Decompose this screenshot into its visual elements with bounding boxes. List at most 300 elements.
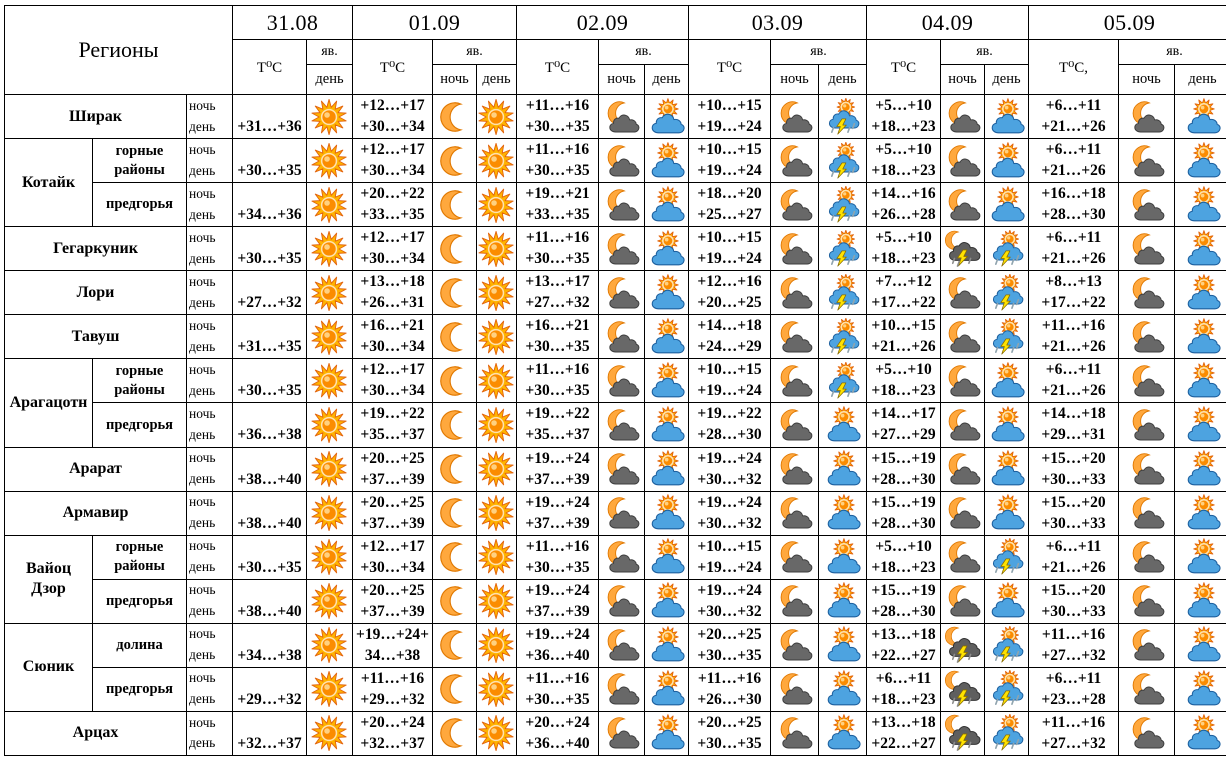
sun-cloud-icon — [1183, 582, 1223, 620]
sun-cloud-icon — [823, 714, 863, 752]
phenomena-header: яв. — [307, 40, 353, 65]
moon-cloud-icon — [943, 274, 983, 312]
moon-cloud-icon — [775, 142, 815, 180]
moon-icon — [435, 670, 475, 708]
sun-cloud-icon — [647, 98, 687, 136]
night-temp: +20…+25 — [697, 625, 762, 643]
sun-cloud-icon — [647, 362, 687, 400]
moon-icon — [435, 230, 475, 268]
night-phenomena-cell — [599, 579, 645, 623]
moon-cloud-icon — [775, 406, 815, 444]
moon-cloud-icon — [775, 670, 815, 708]
day-temp: +22…+27 — [871, 646, 936, 664]
temperature-cell — [517, 623, 599, 667]
day-temp: +30…+34 — [360, 162, 425, 180]
sun-cloud-icon — [987, 582, 1027, 620]
night-label: ночь — [189, 582, 216, 598]
day-phenomena-cell — [985, 403, 1029, 447]
day-phenomena-cell — [1175, 183, 1226, 227]
day-temp: +24…+29 — [697, 338, 762, 356]
day-phenomena-cell — [307, 447, 353, 491]
night-phenomena-cell — [1119, 183, 1175, 227]
temperature-cell — [233, 271, 307, 315]
sun-icon — [477, 142, 517, 180]
night-temp: +19…+24 — [697, 449, 762, 467]
night-temp — [233, 404, 306, 425]
subregion-name: предгорья — [93, 667, 187, 711]
regions-header: Регионы — [5, 6, 233, 95]
temperature-cell — [517, 711, 599, 755]
moon-cloud-icon — [775, 186, 815, 224]
temperature-cell — [867, 491, 941, 535]
day-phenomena-cell — [477, 447, 517, 491]
day-phenomena-cell — [985, 447, 1029, 491]
sun-cloud-icon — [987, 450, 1027, 488]
moon-cloud-icon — [775, 582, 815, 620]
night-day-labels — [187, 139, 233, 183]
subregion-name: горные районы — [93, 359, 187, 403]
night-day-labels — [187, 491, 233, 535]
sun-icon — [477, 626, 517, 664]
thunderstorm-night-icon — [943, 714, 983, 752]
night-phenomena-cell — [1119, 227, 1175, 271]
night-temp: +5…+10 — [875, 229, 932, 247]
day-header: день — [1175, 65, 1226, 95]
moon-cloud-icon — [943, 406, 983, 444]
day-temp: +21…+26 — [871, 338, 936, 356]
night-header: ночь — [941, 65, 985, 95]
day-label: день — [189, 603, 216, 619]
day-phenomena-cell — [985, 491, 1029, 535]
temperature-cell — [233, 491, 307, 535]
night-phenomena-cell — [1119, 711, 1175, 755]
night-temp: +10…+15 — [697, 361, 762, 379]
temperature-cell — [517, 667, 599, 711]
moon-cloud-icon — [943, 362, 983, 400]
night-phenomena-cell — [433, 403, 477, 447]
sun-cloud-icon — [647, 538, 687, 576]
night-phenomena-cell — [1119, 579, 1175, 623]
sun-icon — [477, 450, 517, 488]
night-temp: +12…+17 — [360, 537, 425, 555]
moon-icon — [435, 714, 475, 752]
night-temp: +14…+18 — [1041, 405, 1106, 423]
day-temp: +18…+23 — [871, 162, 936, 180]
night-phenomena-cell — [599, 95, 645, 139]
day-phenomena-cell — [1175, 139, 1226, 183]
night-phenomena-cell — [771, 447, 819, 491]
sun-cloud-icon — [823, 406, 863, 444]
night-temp: +18…+20 — [697, 185, 762, 203]
night-temp: +10…+15 — [697, 229, 762, 247]
sun-cloud-icon — [987, 494, 1027, 532]
night-phenomena-cell — [941, 711, 985, 755]
temperature-cell — [689, 227, 771, 271]
day-temp: +30…+35 — [237, 250, 302, 268]
region-row — [5, 447, 1226, 491]
day-label: день — [189, 647, 216, 663]
night-temp: +12…+17 — [360, 361, 425, 379]
day-temp: +30…+35 — [525, 162, 590, 180]
day-label: день — [189, 162, 216, 178]
night-label: ночь — [189, 141, 216, 157]
temperature-cell — [689, 535, 771, 579]
night-temp: +19…+24 — [525, 581, 590, 599]
sun-icon — [310, 626, 350, 664]
moon-cloud-icon — [775, 626, 815, 664]
moon-cloud-icon — [775, 494, 815, 532]
day-label: день — [189, 735, 216, 751]
day-phenomena-cell — [819, 711, 867, 755]
night-phenomena-cell — [771, 491, 819, 535]
night-temp: +11…+16 — [525, 97, 590, 115]
moon-cloud-icon — [602, 186, 642, 224]
temperature-cell — [353, 447, 433, 491]
thunderstorm-day-icon — [987, 274, 1027, 312]
night-temp: +13…+18 — [871, 713, 936, 731]
night-temp: +6…+11 — [1045, 361, 1102, 379]
sun-icon — [477, 186, 517, 224]
thunderstorm-day-icon — [987, 714, 1027, 752]
region-name: Арагацотн — [5, 359, 93, 447]
day-phenomena-cell — [645, 227, 689, 271]
night-phenomena-cell — [433, 139, 477, 183]
moon-cloud-icon — [1127, 98, 1167, 136]
night-temp — [233, 140, 306, 161]
thunderstorm-day-icon — [987, 230, 1027, 268]
night-phenomena-cell — [1119, 491, 1175, 535]
day-phenomena-cell — [1175, 271, 1226, 315]
night-temp — [233, 272, 306, 293]
region-row — [5, 359, 1226, 403]
night-phenomena-cell — [433, 623, 477, 667]
day-temp: +30…+32 — [697, 470, 762, 488]
day-temp: +30…+35 — [525, 118, 590, 136]
day-temp: +37…+39 — [525, 470, 590, 488]
day-phenomena-cell — [985, 95, 1029, 139]
night-temp: +20…+24 — [360, 713, 425, 731]
day-phenomena-cell — [819, 183, 867, 227]
sun-cloud-icon — [1183, 670, 1223, 708]
temperature-cell — [517, 535, 599, 579]
thunderstorm-day-icon — [823, 318, 863, 356]
temperature-cell — [517, 403, 599, 447]
sun-icon — [477, 98, 517, 136]
sun-icon — [310, 274, 350, 312]
night-temp: +6…+11 — [875, 669, 932, 687]
night-phenomena-cell — [433, 315, 477, 359]
night-phenomena-cell — [1119, 667, 1175, 711]
day-temp: +29…+32 — [237, 690, 302, 708]
day-temp: +30…+35 — [525, 382, 590, 400]
thunderstorm-day-icon — [823, 142, 863, 180]
night-day-labels — [187, 623, 233, 667]
night-day-labels — [187, 227, 233, 271]
night-phenomena-cell — [941, 139, 985, 183]
day-phenomena-cell — [307, 491, 353, 535]
sun-cloud-icon — [987, 98, 1027, 136]
sun-cloud-icon — [647, 450, 687, 488]
day-temp: +18…+23 — [871, 690, 936, 708]
night-temp: +11…+16 — [525, 229, 590, 247]
day-temp: +37…+39 — [525, 514, 590, 532]
temp-header: T⁰C — [867, 40, 941, 95]
sun-cloud-icon — [647, 406, 687, 444]
temperature-cell — [867, 315, 941, 359]
day-temp: +38…+40 — [237, 470, 302, 488]
region-row — [5, 711, 1226, 755]
thunderstorm-day-icon — [823, 98, 863, 136]
day-temp: +37…+39 — [525, 602, 590, 620]
night-temp: +19…+24 — [525, 493, 590, 511]
moon-icon — [435, 318, 475, 356]
night-phenomena-cell — [599, 711, 645, 755]
night-phenomena-cell — [599, 359, 645, 403]
day-temp: +18…+23 — [871, 382, 936, 400]
sun-cloud-icon — [647, 274, 687, 312]
subregion-name: долина — [93, 623, 187, 667]
sun-icon — [310, 406, 350, 444]
day-phenomena-cell — [645, 403, 689, 447]
day-phenomena-cell — [477, 227, 517, 271]
day-phenomena-cell — [1175, 667, 1226, 711]
day-phenomena-cell — [819, 579, 867, 623]
temperature-cell — [353, 579, 433, 623]
night-phenomena-cell — [941, 227, 985, 271]
region-name: Гегаркуник — [5, 227, 187, 271]
night-temp: +19…+21 — [525, 185, 590, 203]
day-temp: +33…+35 — [360, 206, 425, 224]
temperature-cell — [1029, 139, 1119, 183]
temperature-cell — [689, 579, 771, 623]
sun-icon — [310, 318, 350, 356]
day-phenomena-cell — [477, 183, 517, 227]
temperature-cell — [1029, 271, 1119, 315]
day-phenomena-cell — [985, 579, 1029, 623]
moon-cloud-icon — [602, 714, 642, 752]
day-phenomena-cell — [1175, 491, 1226, 535]
day-temp: +17…+22 — [1041, 294, 1106, 312]
temperature-cell — [867, 359, 941, 403]
day-phenomena-cell — [645, 491, 689, 535]
forecast-table — [4, 5, 1226, 756]
moon-cloud-icon — [775, 450, 815, 488]
sun-cloud-icon — [1183, 230, 1223, 268]
sun-icon — [310, 538, 350, 576]
day-temp: +28…+30 — [697, 426, 762, 444]
sun-cloud-icon — [823, 494, 863, 532]
moon-cloud-icon — [943, 142, 983, 180]
temperature-cell — [233, 623, 307, 667]
night-phenomena-cell — [599, 667, 645, 711]
night-phenomena-cell — [771, 227, 819, 271]
night-day-labels — [187, 315, 233, 359]
temperature-cell — [233, 403, 307, 447]
night-temp: +12…+17 — [360, 97, 425, 115]
night-phenomena-cell — [599, 623, 645, 667]
sun-icon — [310, 670, 350, 708]
sun-icon — [310, 142, 350, 180]
day-temp: +36…+40 — [525, 646, 590, 664]
day-phenomena-cell — [985, 271, 1029, 315]
day-phenomena-cell — [819, 535, 867, 579]
temperature-cell — [689, 139, 771, 183]
day-phenomena-cell — [819, 139, 867, 183]
day-temp: +18…+23 — [871, 250, 936, 268]
moon-icon — [435, 186, 475, 224]
day-temp: +27…+29 — [871, 426, 936, 444]
moon-icon — [435, 98, 475, 136]
temperature-cell — [689, 491, 771, 535]
day-temp: +18…+23 — [871, 118, 936, 136]
night-phenomena-cell — [941, 95, 985, 139]
temperature-cell — [517, 183, 599, 227]
night-temp: +16…+21 — [525, 317, 590, 335]
day-phenomena-cell — [1175, 579, 1226, 623]
temperature-cell — [1029, 447, 1119, 491]
sun-cloud-icon — [1183, 626, 1223, 664]
sun-cloud-icon — [1183, 142, 1223, 180]
day-phenomena-cell — [477, 535, 517, 579]
sun-cloud-icon — [1183, 406, 1223, 444]
night-header: ночь — [433, 65, 477, 95]
day-temp: +38…+40 — [237, 602, 302, 620]
day-temp: +27…+32 — [237, 294, 302, 312]
day-temp: +26…+31 — [360, 294, 425, 312]
day-phenomena-cell — [307, 535, 353, 579]
day-phenomena-cell — [307, 667, 353, 711]
temp-header: T⁰C — [689, 40, 771, 95]
temperature-cell — [517, 579, 599, 623]
night-temp: +19…+24 — [525, 625, 590, 643]
sun-cloud-icon — [1183, 714, 1223, 752]
day-phenomena-cell — [985, 315, 1029, 359]
day-phenomena-cell — [645, 271, 689, 315]
night-phenomena-cell — [599, 403, 645, 447]
day-temp: +27…+32 — [1041, 734, 1106, 752]
temperature-cell — [867, 623, 941, 667]
day-phenomena-cell — [1175, 711, 1226, 755]
day-temp: +36…+40 — [525, 734, 590, 752]
region-name: Вайоц Дзор — [5, 535, 93, 623]
night-phenomena-cell — [599, 183, 645, 227]
night-temp: +5…+10 — [875, 97, 932, 115]
day-temp: +30…+34 — [360, 250, 425, 268]
day-temp: +21…+26 — [1041, 162, 1106, 180]
night-temp: +11…+16 — [697, 669, 762, 687]
day-temp: +30…+35 — [525, 250, 590, 268]
temperature-cell — [233, 95, 307, 139]
moon-cloud-icon — [1127, 406, 1167, 444]
day-phenomena-cell — [985, 667, 1029, 711]
moon-icon — [435, 362, 475, 400]
night-label: ночь — [189, 97, 216, 113]
sun-icon — [477, 230, 517, 268]
day-phenomena-cell — [307, 623, 353, 667]
night-phenomena-cell — [433, 535, 477, 579]
moon-cloud-icon — [943, 450, 983, 488]
moon-cloud-icon — [775, 362, 815, 400]
moon-cloud-icon — [1127, 186, 1167, 224]
night-day-labels — [187, 271, 233, 315]
day-label: день — [189, 250, 216, 266]
night-phenomena-cell — [599, 139, 645, 183]
night-temp: +20…+22 — [360, 185, 425, 203]
sun-cloud-icon — [647, 626, 687, 664]
header-row-dates — [5, 6, 1226, 40]
night-temp: +20…+25 — [360, 493, 425, 511]
temperature-cell — [1029, 623, 1119, 667]
night-phenomena-cell — [599, 447, 645, 491]
day-phenomena-cell — [1175, 447, 1226, 491]
night-phenomena-cell — [433, 359, 477, 403]
day-temp: +30…+35 — [697, 646, 762, 664]
temp-header: T⁰C — [517, 40, 599, 95]
temperature-cell — [233, 535, 307, 579]
temperature-cell — [689, 667, 771, 711]
day-temp: +21…+26 — [1041, 558, 1106, 576]
night-day-labels — [187, 403, 233, 447]
sun-cloud-icon — [647, 230, 687, 268]
sun-icon — [477, 362, 517, 400]
phenomena-header: яв. — [771, 40, 867, 65]
sun-icon — [310, 582, 350, 620]
region-row — [5, 579, 1226, 623]
day-temp: +27…+32 — [1041, 646, 1106, 664]
sun-cloud-icon — [1183, 274, 1223, 312]
day-phenomena-cell — [645, 139, 689, 183]
night-phenomena-cell — [433, 183, 477, 227]
day-phenomena-cell — [307, 711, 353, 755]
night-label: ночь — [189, 361, 216, 377]
night-temp: +12…+17 — [360, 141, 425, 159]
day-phenomena-cell — [307, 359, 353, 403]
night-temp: +15…+20 — [1041, 449, 1106, 467]
day-phenomena-cell — [819, 95, 867, 139]
day-temp: +34…+36 — [237, 206, 302, 224]
night-phenomena-cell — [599, 491, 645, 535]
moon-cloud-icon — [943, 538, 983, 576]
night-phenomena-cell — [941, 667, 985, 711]
night-phenomena-cell — [1119, 95, 1175, 139]
day-temp: +30…+32 — [697, 602, 762, 620]
night-label: ночь — [189, 317, 216, 333]
region-name: Армавир — [5, 491, 187, 535]
thunderstorm-day-icon — [987, 670, 1027, 708]
night-temp — [233, 316, 306, 337]
night-phenomena-cell — [941, 183, 985, 227]
sun-cloud-icon — [823, 670, 863, 708]
temperature-cell — [517, 359, 599, 403]
day-phenomena-cell — [477, 667, 517, 711]
sun-cloud-icon — [1183, 98, 1223, 136]
region-name: Арарат — [5, 447, 187, 491]
subregion-name: горные районы — [93, 139, 187, 183]
night-phenomena-cell — [941, 623, 985, 667]
night-temp: +19…+22 — [525, 405, 590, 423]
night-temp: +13…+18 — [871, 625, 936, 643]
night-phenomena-cell — [1119, 315, 1175, 359]
night-phenomena-cell — [433, 95, 477, 139]
moon-cloud-icon — [1127, 670, 1167, 708]
night-temp: +11…+16 — [525, 669, 590, 687]
night-phenomena-cell — [941, 315, 985, 359]
day-temp: +22…+27 — [871, 734, 936, 752]
night-temp: +20…+24 — [525, 713, 590, 731]
temperature-cell — [517, 227, 599, 271]
temperature-cell — [867, 447, 941, 491]
night-phenomena-cell — [941, 579, 985, 623]
